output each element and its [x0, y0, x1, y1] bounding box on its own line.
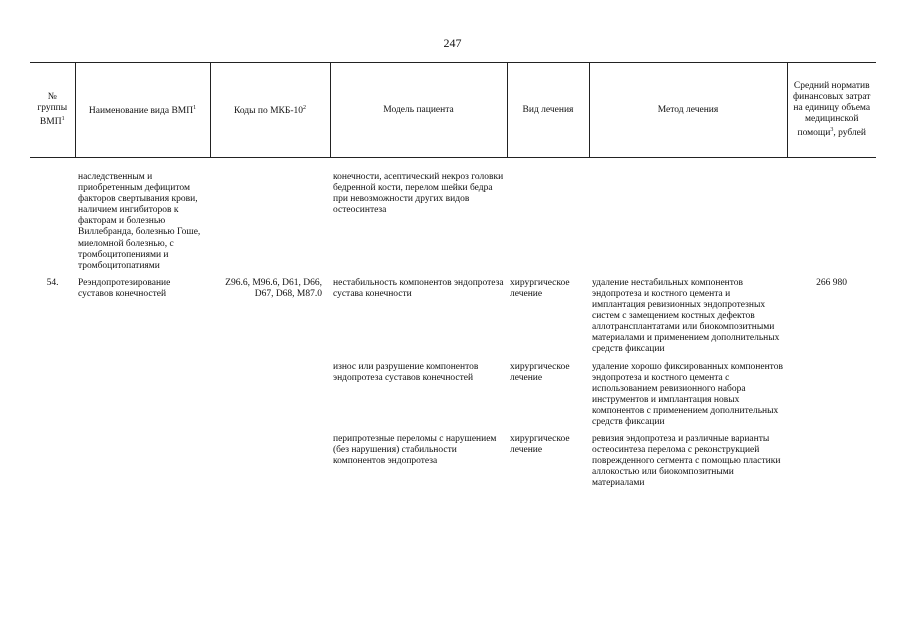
- header-method: Метод лечения: [589, 63, 787, 158]
- cell-name: наследственным и приобретенным дефицитом факторов свертывания крови, наличием ингибиторов к факторам и болезнью Виллебранда, болезнью Гоше, миеломной болезнью, с тромбоцитопениями и тромбоцитопатиями: [78, 172, 201, 271]
- header-norm: Средний норматив финансовых затрат на единицу объема медицинской помощи$^3$, рублей: [787, 63, 876, 158]
- cell-method: удаление хорошо фиксированных компонентов эндопротеза и костного цемента с использованием ревизионного набора инструментов и имплантация новых компонентов с применением дополнительных средств фиксации: [592, 361, 783, 427]
- cell-codes: [210, 362, 330, 429]
- cell-treatment-type: хирургическое лечение: [510, 361, 570, 383]
- header-group: № группы ВМП$^1$: [30, 63, 75, 158]
- cell-group: [30, 434, 75, 489]
- table-row: [30, 278, 876, 356]
- cell-norm: [787, 362, 876, 429]
- header-name: Наименование вида ВМП$^1$: [75, 63, 210, 158]
- cell-codes: Z96.6, M96.6, D61, D66, D67, D68, M87.0: [225, 277, 322, 299]
- cell-name: Реэндопротезирование суставов конечностей: [78, 277, 171, 299]
- page-number: 247: [443, 36, 462, 50]
- cell-norm: 266 980: [816, 277, 847, 288]
- cell-treatment-type: [507, 172, 589, 272]
- vmp-table: [30, 62, 876, 490]
- cell-treatment-type: хирургическое лечение: [510, 434, 570, 456]
- table-header: [30, 63, 876, 158]
- cell-model: нестабильность компонентов эндопротеза сустава конечности: [333, 277, 504, 299]
- table-row: [30, 434, 876, 489]
- cell-model: износ или разрушение компонентов эндопротеза суставов конечностей: [333, 361, 479, 383]
- cell-name: [75, 362, 210, 429]
- cell-treatment-type: хирургическое лечение: [510, 277, 570, 299]
- cell-norm: [787, 434, 876, 489]
- table-row: [30, 172, 876, 272]
- cell-method: [589, 172, 787, 272]
- cell-model: конечности, асептический некроз головки бедренной кости, перелом шейки бедра при невозможности других видов остеосинтеза: [333, 172, 504, 216]
- header-model: Модель пациента: [330, 63, 507, 158]
- cell-norm: [787, 172, 876, 272]
- header-codes: Коды по МКБ-$10^2$: [210, 63, 330, 158]
- cell-codes: [210, 434, 330, 489]
- cell-codes: [210, 172, 330, 272]
- cell-group: 54.: [46, 277, 59, 288]
- cell-group: [30, 362, 75, 429]
- table-row: [30, 362, 876, 429]
- cell-method: ревизия эндопротеза и различные варианты остеосинтеза перелома с реконструкцией поврежденного сегмента с помощью пластики аллокостью или биокомпозитными материалами: [592, 434, 781, 489]
- cell-model: перипротезные переломы с нарушением (без нарушения) стабильности компонентов эндопротеза: [333, 434, 497, 467]
- header-treatment-type: Вид лечения: [507, 63, 589, 158]
- cell-group: [30, 172, 75, 272]
- cell-method: удаление нестабильных компонентов эндопротеза и костного цемента и имплантация ревизионных эндопротезных систем с замещением костных дефектов аллотрансплантатами или биокомпозитными материалами и применением дополнительных средств фиксации: [592, 277, 780, 355]
- cell-name: [75, 434, 210, 489]
